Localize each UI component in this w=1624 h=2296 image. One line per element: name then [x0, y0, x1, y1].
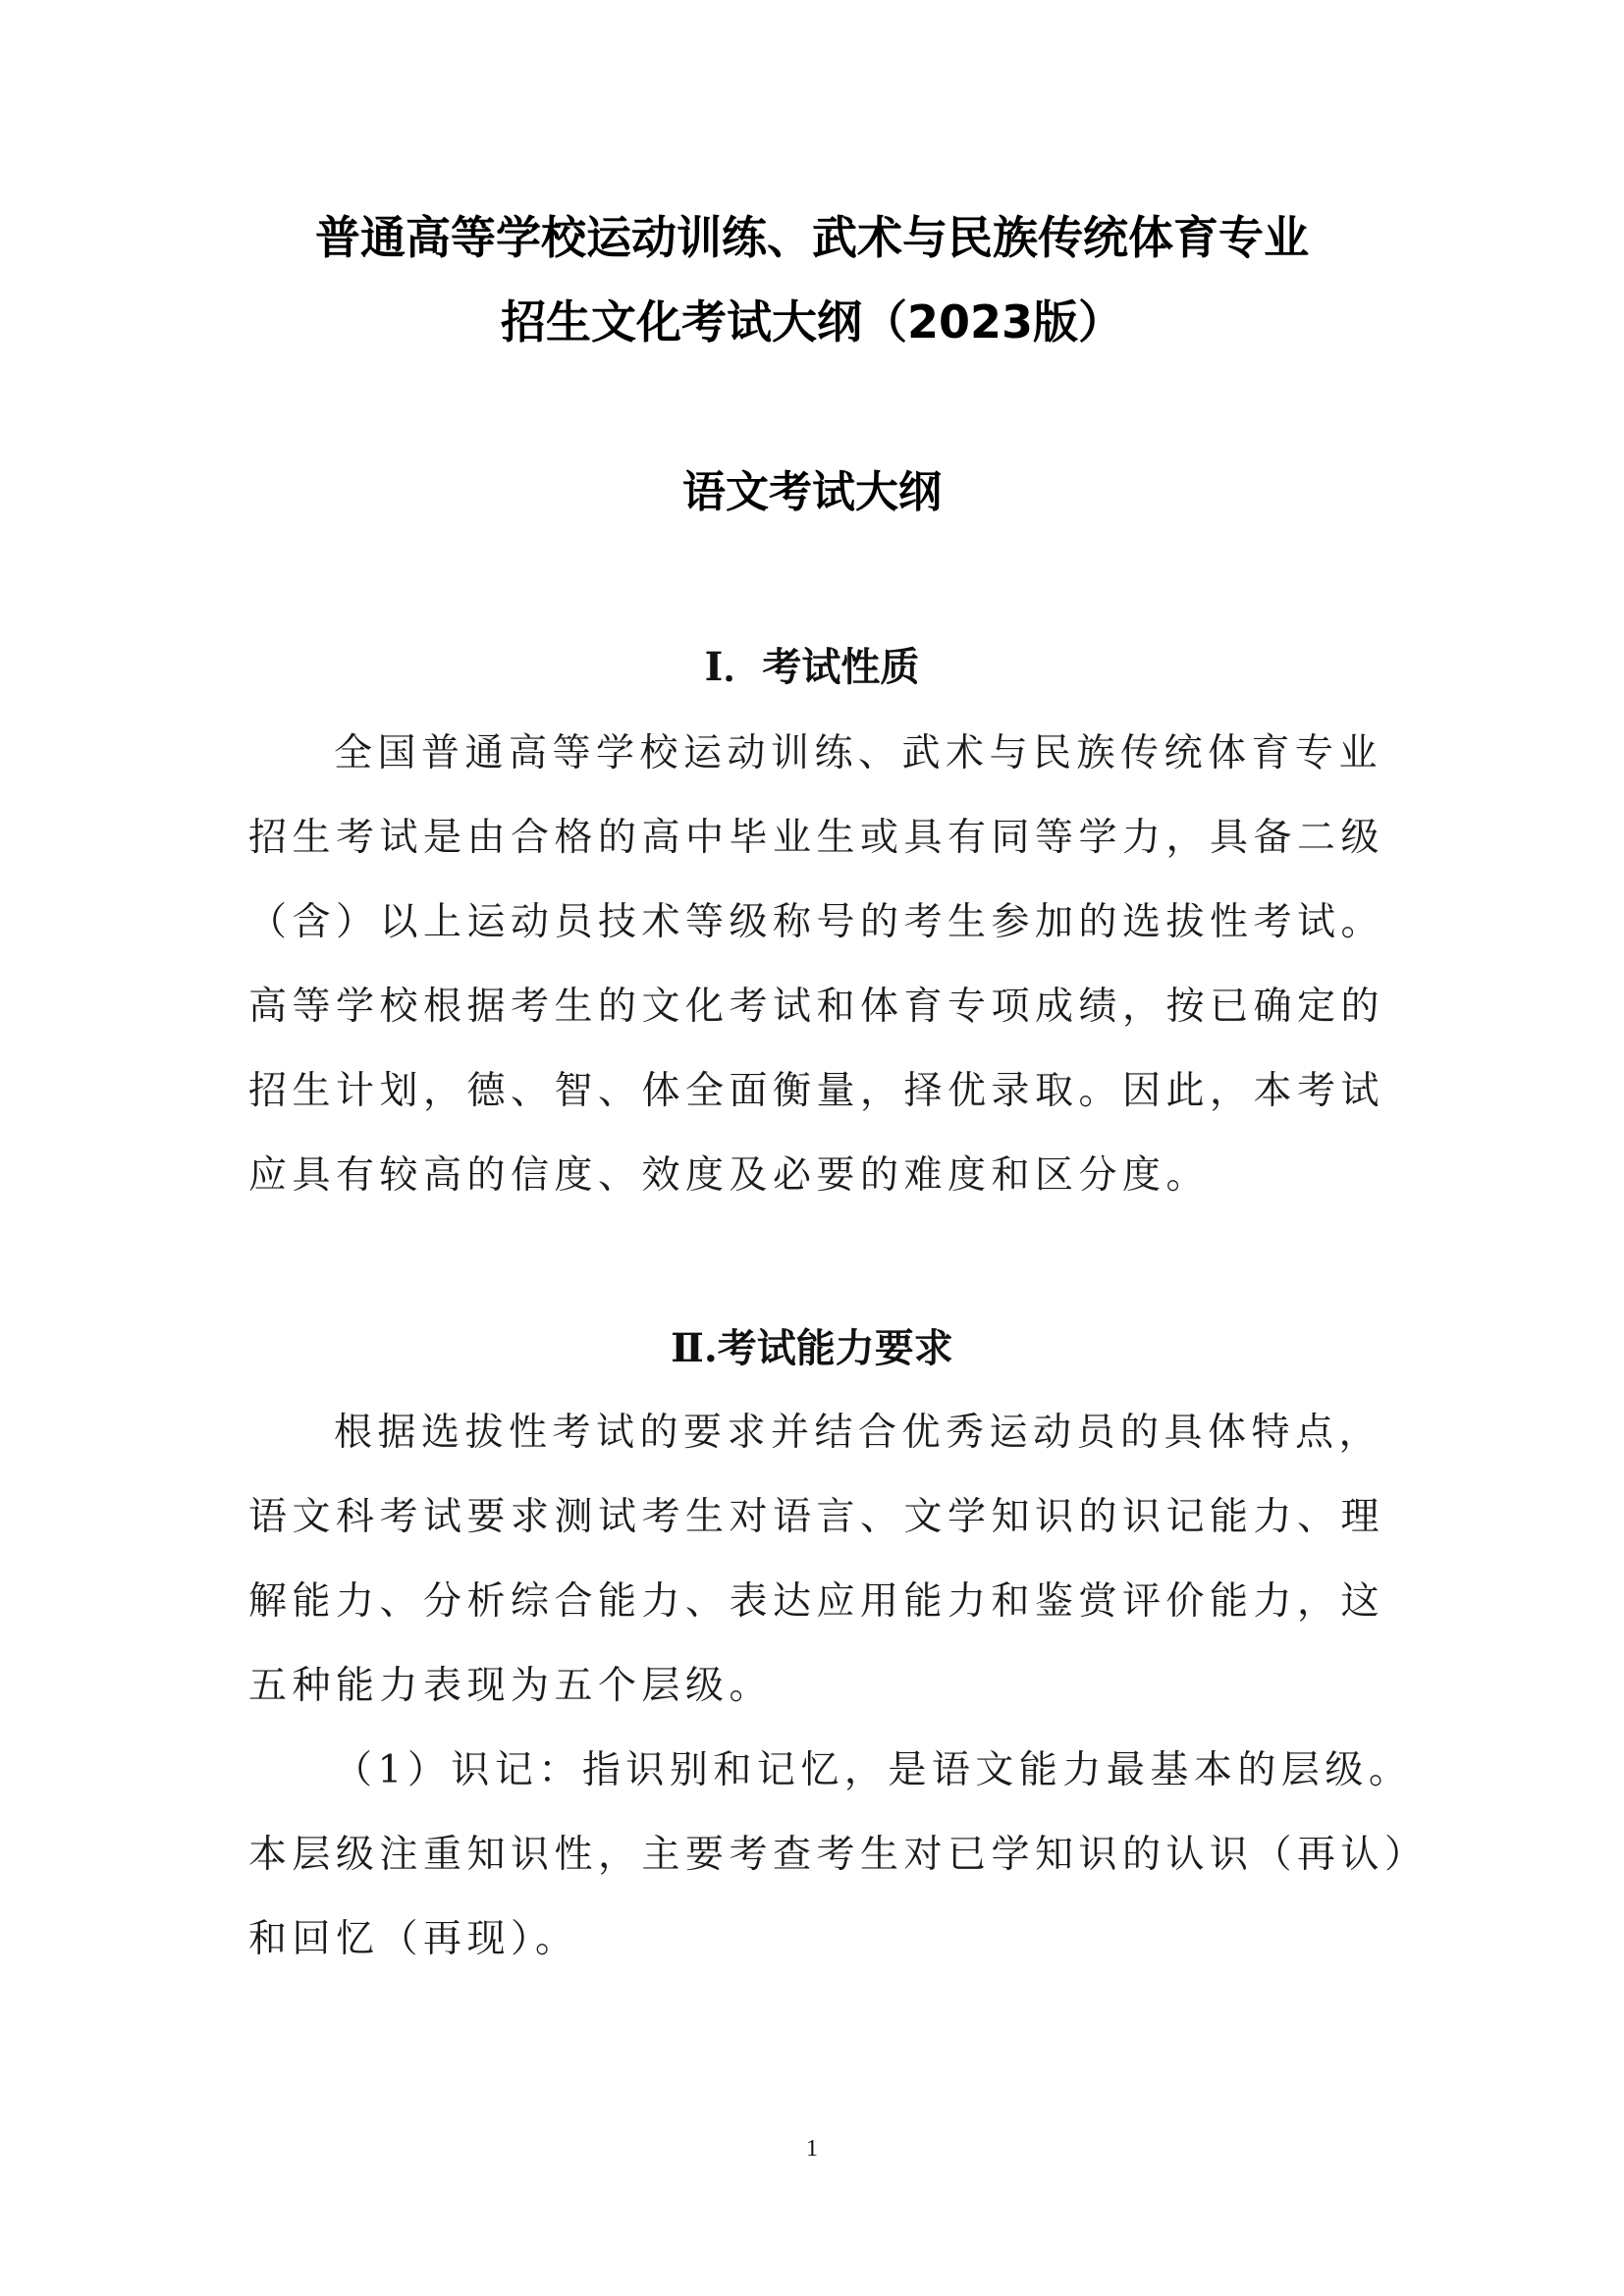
paragraph-line: 根据选拔性考试的要求并结合优秀运动员的具体特点，: [334, 1411, 1383, 1455]
paragraph-line: 解能力、分析综合能力、表达应用能力和鉴赏评价能力，这: [248, 1579, 1385, 1624]
document-subtitle: 语文考试大纲: [682, 467, 942, 517]
section-heading-2: Ⅱ.考试能力要求: [671, 1325, 953, 1371]
paragraph-line: （含）以上运动员技术等级称号的考生参加的选拔性考试。: [248, 900, 1385, 944]
paragraph-line: 五种能力表现为五个层级。: [248, 1664, 774, 1708]
paragraph-line: 语文科考试要求测试考生对语言、文学知识的识记能力、理: [248, 1495, 1385, 1539]
paragraph-line: 全国普通高等学校运动训练、武术与民族传统体育专业: [334, 731, 1383, 775]
paragraph-line: 应具有较高的信度、效度及必要的难度和区分度。: [248, 1153, 1211, 1198]
paragraph-line: （1）识记：指识别和记忆，是语文能力最基本的层级。: [334, 1748, 1413, 1792]
page-number: 1: [806, 2136, 818, 2162]
paragraph-line: 和回忆（再现）。: [248, 1917, 579, 1961]
paragraph-line: 招生考试是由合格的高中毕业生或具有同等学力，具备二级: [248, 816, 1385, 860]
document-title-line-2: 招生文化考试大纲（2023版）: [500, 295, 1124, 348]
paragraph-line: 招生计划，德、智、体全面衡量，择优录取。因此，本考试: [248, 1069, 1385, 1113]
paragraph-line: 本层级注重知识性，主要考查考生对已学知识的认识（再认）: [248, 1833, 1429, 1877]
document-title-line-1: 普通高等学校运动训练、武术与民族传统体育专业: [315, 211, 1309, 264]
section-heading-1: Ⅰ．考试性质: [704, 644, 920, 690]
paragraph-line: 高等学校根据考生的文化考试和体育专项成绩，按已确定的: [248, 985, 1385, 1029]
